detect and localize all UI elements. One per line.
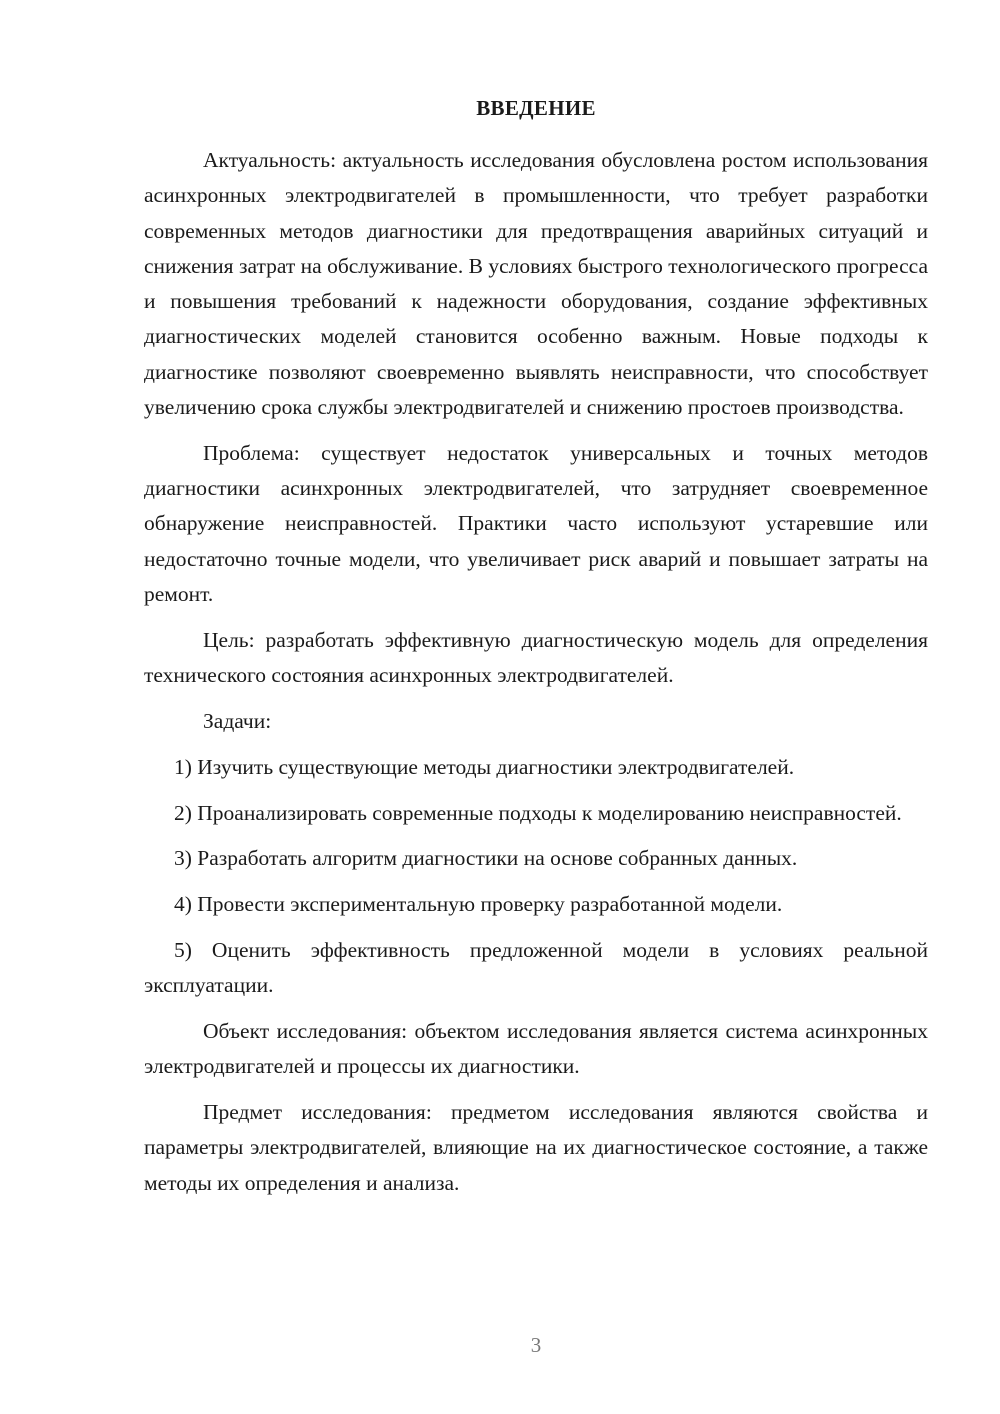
task-item: 1) Изучить существующие методы диагностики электродвигателей. bbox=[174, 754, 795, 779]
paragraph-subject: Предмет исследования: предметом исследования являются свойства и параметры электродвигателей, влияющие на их диагностическое состояние, а также методы их определения и анализа. bbox=[144, 1100, 928, 1195]
section-title: ВВЕДЕНИЕ bbox=[476, 96, 596, 120]
paragraph-object: Объект исследования: объектом исследования является система асинхронных электродвигателей и процессы их диагностики. bbox=[144, 1019, 928, 1079]
page-number: 3 bbox=[530, 1333, 542, 1357]
body-text bbox=[144, 143, 928, 1212]
task-item: 4) Провести экспериментальную проверку разработанной модели. bbox=[174, 892, 783, 917]
paragraph-problem: Проблема: существует недостаток универсальных и точных методов диагностики асинхронных электродвигателей, что затрудняет своевременное обнаружение неисправностей. Практики часто используют устаревшие или недостаточно точные модели, что увеличивает риск аварий и повышает затраты на ремонт. bbox=[144, 440, 928, 607]
task-item: 2) Проанализировать современные подходы к моделированию неисправностей. bbox=[174, 800, 902, 825]
paragraph-relevance: Актуальность: актуальность исследования обусловлена ростом использования асинхронных электродвигателей в промышленности, что требует разработки современных методов диагностики для предотвращения аварийных ситуаций и снижения затрат на обслуживание. В условиях быстрого технологического прогресса и повышения требований к надежности оборудования, создание эффективных диагностических моделей становится особенно важным. Новые подходы к диагностике позволяют своевременно выявлять неисправности, что способствует увеличению срока службы электродвигателей и снижению простоев производства. bbox=[144, 148, 928, 420]
task-item: 5) Оценить эффективность предложенной модели в условиях реальной эксплуатации. bbox=[144, 937, 928, 998]
tasks-heading: Задачи: bbox=[203, 708, 272, 733]
paragraph-goal: Цель: разработать эффективную диагностическую модель для определения технического состояния асинхронных электродвигателей. bbox=[144, 627, 928, 688]
task-item: 3) Разработать алгоритм диагностики на основе собранных данных. bbox=[174, 846, 798, 871]
